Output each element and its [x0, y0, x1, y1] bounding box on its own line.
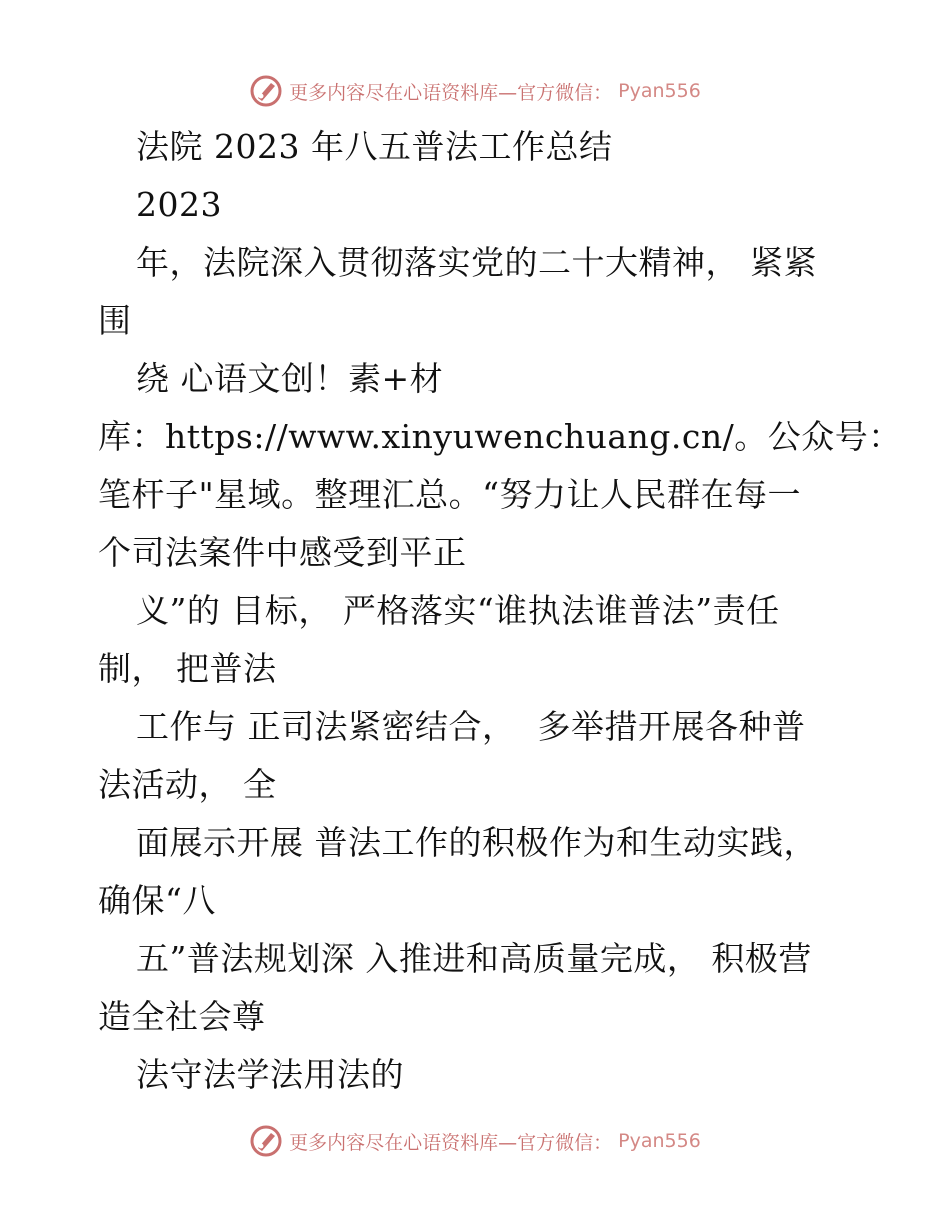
paragraph-line: 法守法学法用法的 [136, 1055, 404, 1094]
banner-wechat-account: Pyan556 [618, 1130, 701, 1152]
header-banner [0, 71, 950, 111]
paragraph-line: 五”普法规划深 入推进和高质量完成， 积极营 [136, 939, 812, 978]
paragraph-line: 制， 把普法 [98, 649, 277, 688]
paragraph-line: 笔杆子"星域。整理汇总。“努力让人民群在每一 [98, 475, 802, 514]
paragraph-line: 绕 心语文创！素+材 [136, 359, 444, 398]
banner-text: 更多内容尽在心语资料库—官方微信： [289, 1131, 613, 1154]
banner-wechat-account: Pyan556 [618, 80, 701, 102]
paragraph-line: 库：https://www.xinyuwenchuang.cn/。公众号： [98, 417, 902, 456]
pen-logo-icon [249, 1124, 283, 1158]
document-title: 法院 2023 年八五普法工作总结 [136, 127, 613, 166]
paragraph-line: 个司法案件中感受到平正 [98, 533, 467, 572]
paragraph-line: 围 [98, 301, 132, 340]
paragraph-line: 年，法院深入贯彻落实党的二十大精神， 紧紧 [136, 243, 817, 282]
paragraph-line: 确保“八 [98, 881, 216, 920]
paragraph-line: 法活动， 全 [98, 765, 277, 804]
pen-logo-icon [249, 74, 283, 108]
paragraph-line: 义”的 目标， 严格落实“谁执法谁普法”责任 [136, 591, 780, 630]
banner-text: 更多内容尽在心语资料库—官方微信： [289, 81, 613, 104]
paragraph-line: 造全社会尊 [98, 997, 266, 1036]
paragraph-line: 2023 [136, 185, 222, 224]
footer-banner [0, 1121, 950, 1161]
document-body [98, 118, 902, 1104]
paragraph-line: 面展示开展 普法工作的积极作为和生动实践， [136, 823, 817, 862]
paragraph-line: 工作与 正司法紧密结合， 多举措开展各种普 [136, 707, 806, 746]
